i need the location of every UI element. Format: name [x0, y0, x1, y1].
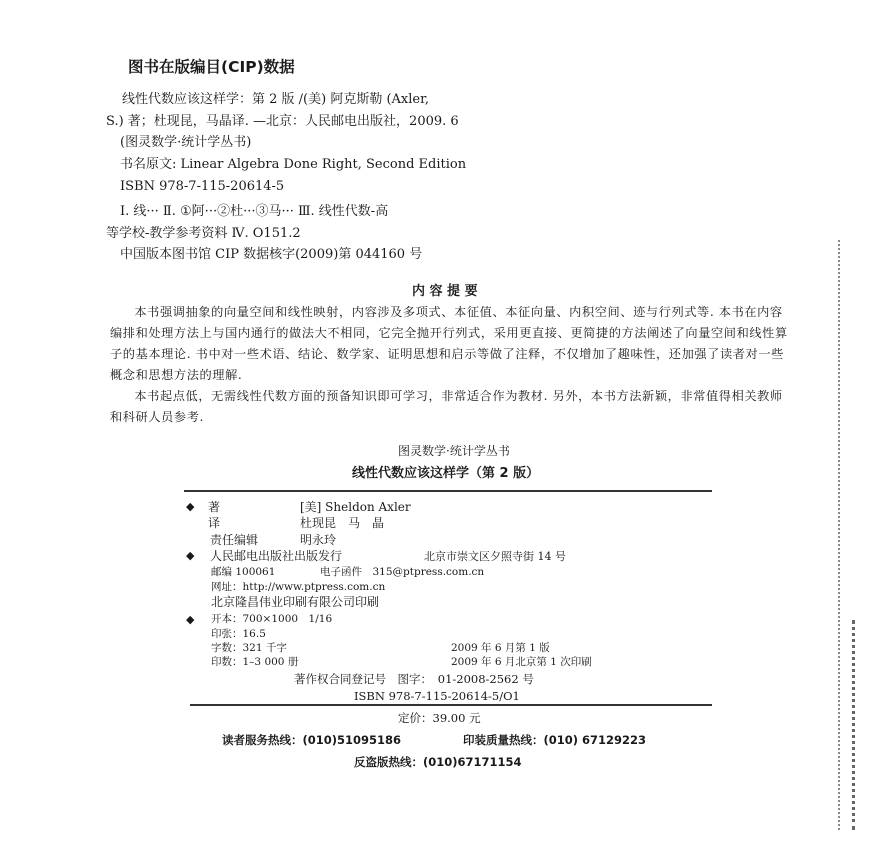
printer: 北京隆昌伟业印刷有限公司印刷 [211, 595, 380, 609]
scan-edge-noise [838, 240, 840, 830]
cip-line: 线性代数应该这样学：第 2 版 /(美) 阿克斯勒 (Axler, [122, 92, 430, 107]
piracy-hotline: 反盗版热线：(010)67171154 [354, 755, 522, 769]
translator: 杜现昆 马 晶 [300, 516, 385, 530]
cip-line: S.) 著；杜现昆，马晶译. —北京：人民邮电出版社，2009. 6 [106, 114, 459, 129]
cip-line: ISBN 978-7-115-20614-5 [120, 179, 285, 194]
copies: 印数：1–3 000 册 [211, 656, 299, 668]
isbn: ISBN 978-7-115-20614-5/O1 [354, 689, 520, 703]
translator-label: 译 [208, 516, 221, 530]
price: 定价：39.00 元 [398, 711, 481, 725]
cip-heading: 图书在版编目(CIP)数据 [128, 58, 295, 76]
summary-heading: 内 容 提 要 [412, 284, 478, 299]
divider [190, 704, 712, 706]
summary-paragraph: 本书强调抽象的向量空间和线性映射，内容涉及多项式、本征值、本征向量、内积空间、迹与行列式等. 本书在内容编排和处理方法上与国内通行的做法大不相同，它完全抛开行列式，采用更直接、更简捷的方法阐述了向量空间和线性算子的基本理论. 书中对一些术语、结论、数学家、证明思想和启示等做了注释，不仅增加了趣味性，还加强了读者对一些概念和思想方法的理解. [110, 305, 788, 382]
format: 开本：700×1000 1/16 [211, 613, 333, 625]
book-title: 线性代数应该这样学（第 2 版） [352, 466, 540, 481]
cip-line: (图灵数学·统计学丛书) [120, 135, 252, 150]
printing: 2009 年 6 月北京第 1 次印刷 [451, 656, 592, 668]
service-hotline: 读者服务热线：(010)51095186 [222, 733, 402, 747]
cip-line: 中国版本图书馆 CIP 数据核字(2009)第 044160 号 [120, 247, 423, 262]
cip-line: 等学校-教学参考资料 Ⅳ. O151.2 [106, 226, 301, 241]
editor: 明永玲 [300, 533, 337, 547]
edition: 2009 年 6 月第 1 版 [451, 642, 550, 654]
bullet-icon: ◆ [186, 549, 195, 562]
postcode: 邮编 100061 [211, 566, 276, 578]
website: 网址：http://www.ptpress.com.cn [211, 581, 386, 593]
bullet-icon: ◆ [186, 613, 195, 626]
quality-hotline: 印装质量热线：(010) 67129223 [463, 733, 647, 747]
sheets: 印张：16.5 [211, 628, 266, 640]
summary-paragraph: 本书起点低，无需线性代数方面的预备知识即可学习，非常适合作为教材. 另外，本书方法新颖，非常值得相关教师和科研人员参考. [110, 389, 783, 424]
editor-label: 责任编辑 [210, 533, 259, 547]
cip-line: 书名原文: Linear Algebra Done Right, Second Edition [120, 157, 467, 172]
author: [美] Sheldon Axler [300, 500, 411, 514]
copyright-registration: 著作权合同登记号 图字： 01-2008-2562 号 [294, 672, 534, 686]
address: 北京市崇文区夕照寺街 14 号 [424, 550, 566, 563]
scan-edge-noise [852, 620, 855, 830]
author-label: 著 [208, 500, 221, 514]
summary-body [110, 302, 790, 428]
publisher: 人民邮电出版社出版发行 [210, 549, 343, 563]
email: 电子函件 315@ptpress.com.cn [320, 566, 485, 578]
bullet-icon: ◆ [186, 500, 195, 513]
divider [184, 490, 712, 492]
words: 字数：321 千字 [211, 642, 287, 654]
series-name: 图灵数学·统计学丛书 [398, 444, 510, 458]
cip-line: Ⅰ. 线··· Ⅱ. ①阿···②杜···③马··· Ⅲ. 线性代数-高 [120, 204, 389, 219]
